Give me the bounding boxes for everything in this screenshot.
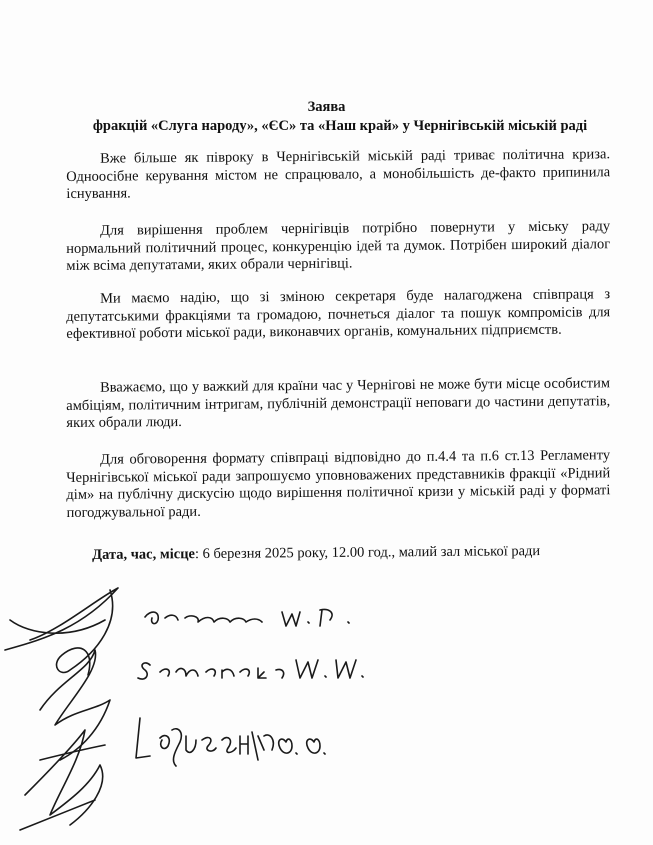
paragraph-2: [66, 218, 610, 275]
paragraph-3: [66, 286, 610, 343]
signatures-drawing: [0, 560, 653, 845]
document-title: Заява: [307, 99, 346, 115]
signature-name-2: [138, 660, 363, 679]
signature-name-1: [145, 609, 349, 626]
document-subtitle: фракцій «Слуга народу», «ЄС» та «Наш край» у Чернігівській міській раді: [92, 118, 588, 134]
paragraph-3-text: Ми маємо надію, що зі зміною секретаря буде налагоджена співпраця з депутатськими фракціями та громадою, почнеться діалог та пошук компромісів для ефективної роботи міської ради, виконавчих органів, комунальних підприємств.: [66, 286, 611, 342]
signatures-area: [0, 560, 653, 845]
paragraph-5-text: Для обговорення формату співпраці відповідно до п.4.4 та п.6 ст.13 Регламенту Чернігівської міської ради запрошуємо уповноважених представників фракції «Рідний дім» на публічну дискусію щодо вирішення політичної кризи у міській раді у форматі погоджувальної ради.: [66, 447, 611, 521]
paragraph-2-text: Для вирішення проблем чернігівців потрібно повернути у міську раду нормальний політичний процес, конкуренцію ідей та думок. Потрібен широкий діалог між всіма депутатами, яких обрали чернігівці.: [66, 218, 611, 274]
paragraph-1: [66, 146, 610, 203]
paragraph-4-text: Вважаємо, що у важкий для країни час у Чернігові не може бути місце особистим амбіціям, політичним інтригам, публічній демонстрації неповаги до частини депутатів, яких обрали люди.: [66, 375, 611, 431]
paragraph-4: [66, 375, 610, 432]
paragraph-5: [66, 447, 611, 522]
paragraph-1-text: Вже більше як півроку в Чернігівській міській раді триває політична криза. Одноосібне керування містом не спрацювало, а монобільшість де-факто припинила існування.: [66, 146, 611, 202]
date-value: : 6 березня 2025 року, 12.00 год., малий зал міської ради: [194, 543, 541, 563]
signature-scribble-3: [25, 730, 105, 825]
date-label: Дата, час, місце: [92, 546, 196, 563]
signature-name-3: [136, 718, 325, 766]
signature-scribble-1: [5, 588, 118, 675]
